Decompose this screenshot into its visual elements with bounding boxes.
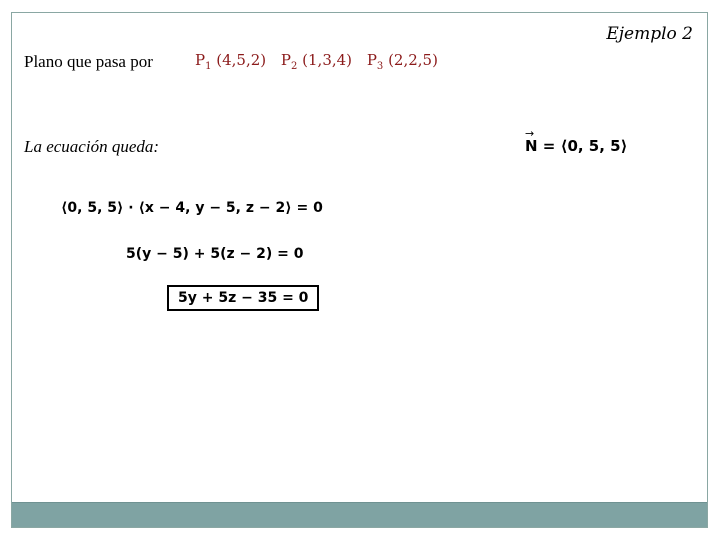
point-2-label: P bbox=[280, 51, 291, 69]
slide-frame bbox=[11, 12, 708, 528]
point-3-coords: (2,2,5) bbox=[388, 51, 438, 69]
result-box: 5y + 5z − 35 = 0 bbox=[167, 285, 319, 311]
point-3 bbox=[367, 51, 438, 72]
point-3-label: P bbox=[366, 51, 377, 69]
equation-label: La ecuación queda: bbox=[24, 137, 160, 156]
intro-text: Plano que pasa por bbox=[24, 52, 153, 71]
normal-vector-symbol bbox=[525, 127, 538, 155]
point-2 bbox=[281, 51, 352, 72]
point-1 bbox=[195, 51, 266, 72]
point-2-coords: (1,3,4) bbox=[302, 51, 353, 69]
points-list bbox=[195, 51, 448, 72]
point-1-sub: 1 bbox=[205, 61, 212, 72]
footer-band bbox=[12, 502, 707, 527]
normal-vector-value: = ⟨0, 5, 5⟩ bbox=[542, 137, 628, 155]
point-1-label: P bbox=[195, 51, 206, 69]
expanded-step: 5(y − 5) + 5(z − 2) = 0 bbox=[126, 246, 304, 262]
point-1-coords: (4,5,2) bbox=[216, 51, 267, 69]
vector-arrow-icon: → bbox=[525, 127, 535, 140]
slide-title: Ejemplo 2 bbox=[606, 24, 693, 44]
point-3-sub: 3 bbox=[376, 61, 384, 72]
point-2-sub: 2 bbox=[291, 61, 298, 72]
normal-vector bbox=[525, 127, 628, 155]
dot-product-step: ⟨0, 5, 5⟩ · ⟨x − 4, y − 5, z − 2⟩ = 0 bbox=[61, 200, 323, 216]
normal-vector-letter: N bbox=[525, 137, 538, 155]
